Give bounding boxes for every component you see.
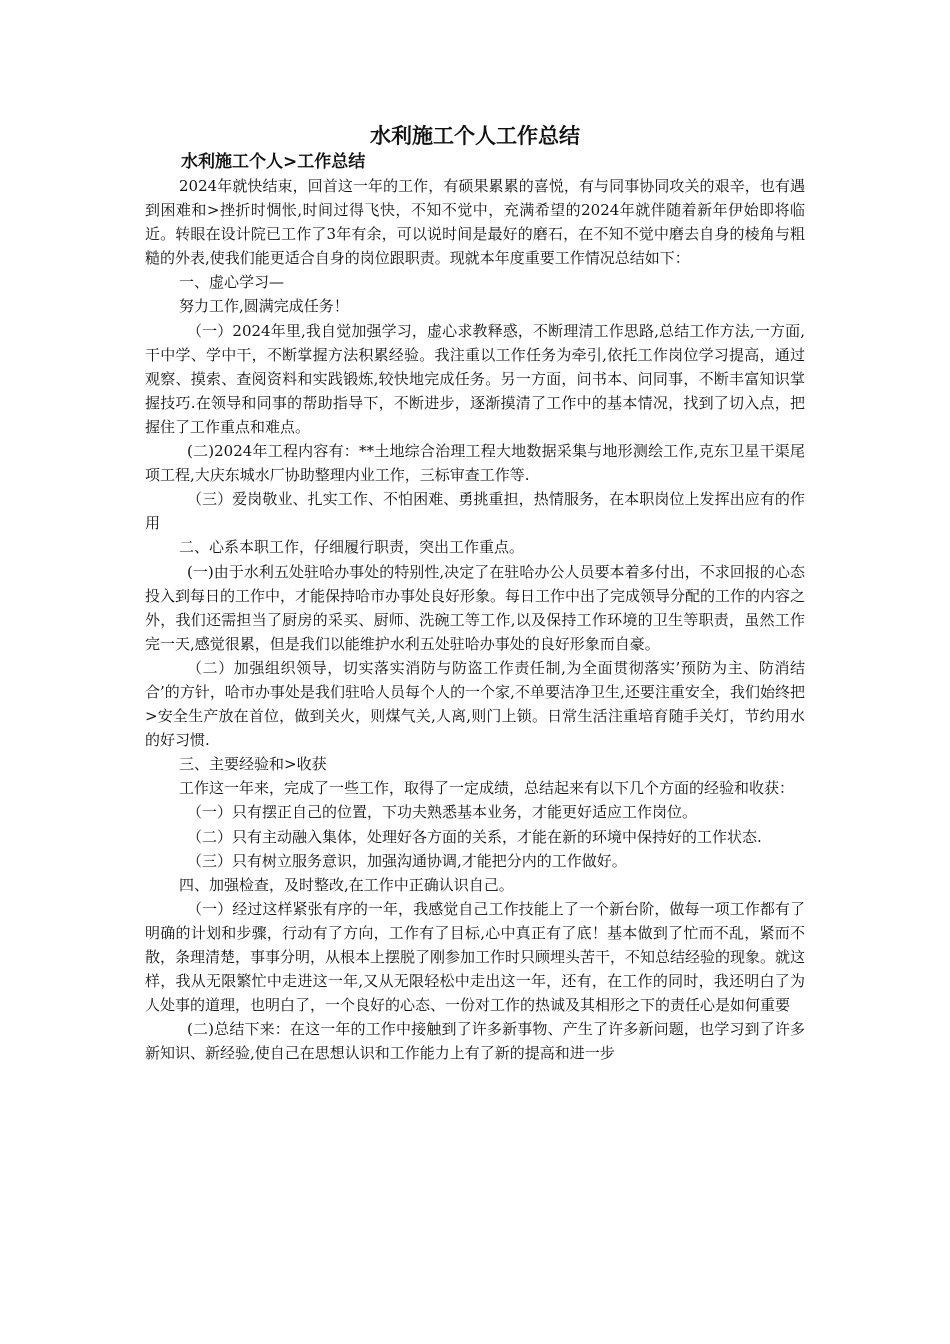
section-heading-4: 四、加强检查，及时整改,在工作中正确认识自己。 [179,875,514,894]
paragraph: 工作这一年来，完成了一些工作，取得了一定成绩，总结起来有以下几个方面的经验和收获： [179,779,795,798]
paragraph: （一）经过这样紧张有序的一年，我感觉自己工作技能上了一个新台阶，做每一项工作都有了明确的计划和步骤，行动有了方向，工作有了目标,心中真正有了底！基本做到了忙而不乱，紧而不散，条理清楚，事事分明，从根本上摆脱了刚参加工作时只顾埋头苦干，不知总结经验的现象。就这样，我从无限繁忙中走进这一年,又从无限轻松中走出这一年，还有，在工作的同时，我还明白了为人处事的道理，也明白了，一个良好的心态、一份对工作的热诚及其相形之下的责任心是如何重要 [145,899,806,1015]
paragraph: (一)由于水利五处驻哈办事处的特别性,决定了在驻哈办公人员要本着多付出，不求回报的心态投入到每日的工作中，才能保持哈市办事处良好形象。每日工作中出了完成领导分配的工作的内容之外，我们还需担当了厨房的采买、厨师、洗碗工等工作,以及保持工作环境的卫生等职责，虽然工作完一天,感觉很累，但是我们以能维护水利五处驻哈办事处的良好形象而自豪。 [145,562,806,653]
document-subtitle: 水利施工个人>工作总结 [181,152,366,172]
section-heading-2: 二、心系本职工作，仔细履行职责，突出工作重点。 [179,538,525,557]
paragraph: （二）加强组织领导，切实落实消防与防盗工作责任制,为全面贯彻落实’预防为主、防消结合’的方针，哈市办事处是我们驻哈人员每个人的一个家,不单要洁净卫生,还要注重安全，我们始终把>安全生产放在首位，做到关火，则煤气关,人离,则门上锁。日常生活注重培育随手关灯，节约用水的好习惯. [145,658,805,750]
paragraph: （一）只有摆正自己的位置，下功夫熟悉基本业务，才能更好适应工作岗位。 [187,803,698,822]
paragraph: (二)总结下来：在这一年的工作中接触到了许多新事物、产生了许多新问题，也学习到了许多新知识、新经验,使自己在思想认识和工作能力上有了新的提高和进一步 [145,1020,805,1063]
paragraph-intro: 2024年就快结束，回首这一年的工作，有硕果累累的喜悦，有与同事协同攻关的艰辛，也有遇到困难和>挫折时惆怅,时间过得飞快，不知不觉中，充满希望的2024年就伴随着新年伊始即将临近。转眼在设计院已工作了3年有余，可以说时间是最好的磨石，在不知不觉中磨去自身的棱角与粗糙的外表,使我们能更适合自身的岗位跟职责。现就本年度重要工作情况总结如下： [145,177,805,268]
paragraph: 努力工作,圆满完成任务！ [179,297,349,316]
paragraph: （二）只有主动融入集体，处理好各方面的关系，才能在新的环境中保持好的工作状态. [187,827,762,846]
document-title: 水利施工个人工作总结 [370,124,580,148]
paragraph: （一）2024年里,我自觉加强学习，虚心求教释惑，不断理清工作思路,总结工作方法,一方面,干中学、学中干，不断掌握方法积累经验。我注重以工作任务为牵引,依托工作岗位学习提高，通过观察、摸索、查阅资料和实践锻炼,较快地完成任务。另一方面，问书本、问同事，不断丰富知识掌握技巧.在领导和同事的帮助指导下，不断进步，逐渐摸清了工作中的基本情况，找到了切入点，把握住了工作重点和难点。 [145,321,805,436]
paragraph: (二)2024年工程内容有：**土地综合治理工程大地数据采集与地形测绘工作,克东卫星干渠尾项工程,大庆东城水厂协助整理内业工作，三标审查工作等. [145,442,805,485]
document-body [145,174,805,1065]
section-heading-3: 三、主要经验和>收获 [179,755,327,774]
paragraph: （三）爱岗敬业、扎实工作、不怕困难、勇挑重担，热情服务，在本职岗位上发挥出应有的作用 [145,490,805,533]
paragraph: （三）只有树立服务意识，加强沟通协调,才能把分内的工作做好。 [187,851,627,870]
section-heading-1: 一、虚心学习— [179,273,285,292]
